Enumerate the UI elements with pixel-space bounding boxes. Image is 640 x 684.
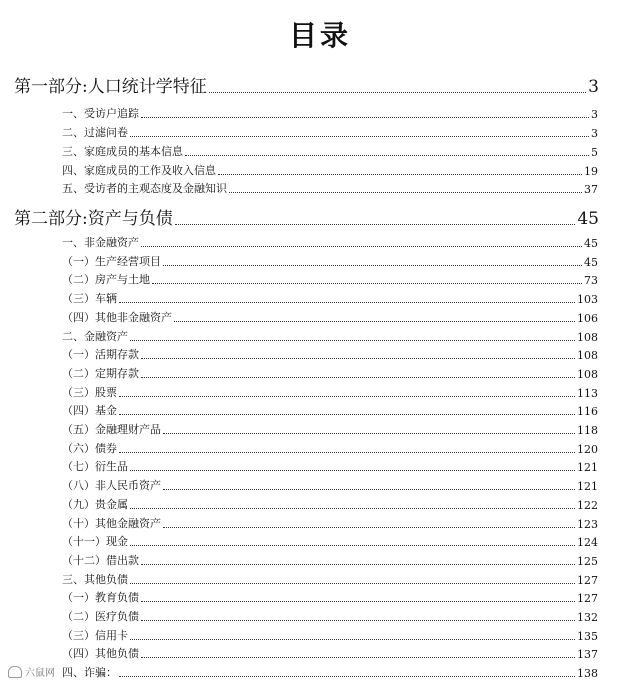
toc-page-number: 106	[577, 311, 598, 325]
toc-entry-label: （七）衍生品	[62, 460, 128, 474]
toc-entry-label: 一、受访户追踪	[62, 107, 139, 120]
toc-leader	[119, 396, 575, 397]
toc-entry-label: 四、家庭成员的工作及收入信息	[62, 164, 216, 177]
toc-entry-label: （一）生产经营项目	[62, 254, 161, 268]
toc-leader	[163, 527, 575, 528]
toc-page-number: 127	[577, 573, 598, 587]
toc-entry[interactable]	[62, 180, 598, 196]
toc-entry-label: （一）教育负债	[62, 591, 139, 605]
toc-leader	[163, 433, 575, 434]
toc-entry-label: （九）贵金属	[62, 497, 128, 511]
toc-entry[interactable]	[62, 645, 598, 661]
toc-leader	[141, 246, 582, 247]
toc-entry[interactable]	[62, 664, 598, 680]
toc-page-number: 120	[577, 442, 598, 456]
toc-entry-label: （十二）借出款	[62, 553, 139, 567]
toc-entry[interactable]	[62, 589, 598, 605]
toc-leader	[119, 452, 575, 453]
toc-entry-label: （二）医疗负债	[62, 610, 139, 623]
toc-entry-label: （一）活期存款	[62, 348, 139, 362]
toc-entry[interactable]	[62, 552, 598, 568]
toc-page-number: 127	[577, 592, 598, 606]
toc-part-1[interactable]	[14, 72, 599, 97]
toc-entry[interactable]	[62, 328, 598, 344]
toc-entry-label: （二）房产与土地	[62, 273, 150, 287]
toc-leader	[163, 489, 575, 490]
toc-leader	[130, 340, 575, 341]
toc-entry-label: （十）其他金融资产	[62, 516, 161, 530]
toc-entry-label: 三、家庭成员的基本信息	[62, 145, 183, 158]
toc-page-number: 3	[591, 127, 598, 140]
toc-entry[interactable]	[62, 496, 598, 512]
toc-entry[interactable]	[62, 627, 598, 643]
toc-leader	[229, 192, 582, 193]
toc-entry-label: 三、其他负债	[62, 572, 128, 586]
toc-entry-label: （四）其他负债	[62, 647, 139, 661]
toc-leader	[141, 657, 575, 658]
toc-page-number: 103	[577, 293, 598, 307]
toc-leader	[130, 639, 575, 640]
toc-entry-label: （四）其他非金融资产	[62, 310, 172, 324]
toc-leader	[218, 174, 582, 175]
toc-entry-label: 二、过滤问卷	[62, 126, 128, 139]
toc-entry-label: （五）金融理财产品	[62, 423, 161, 436]
toc-entry[interactable]	[62, 571, 598, 587]
toc-page-number: 121	[577, 480, 598, 494]
toc-entry[interactable]	[62, 440, 598, 456]
toc-leader	[119, 676, 575, 677]
toc-entry[interactable]	[62, 105, 598, 121]
toc-page-number: 37	[584, 183, 598, 196]
watermark-text: 六鼠网	[25, 668, 55, 679]
toc-leader	[163, 265, 582, 266]
toc-entry[interactable]	[62, 515, 598, 531]
toc-entry[interactable]	[62, 309, 598, 325]
toc-entry-label: 二、金融资产	[62, 329, 128, 343]
toc-leader	[130, 470, 575, 471]
toc-page-number: 135	[577, 629, 598, 643]
toc-page-number: 5	[591, 146, 598, 159]
toc-entry-label: 五、受访者的主观态度及金融知识	[62, 182, 227, 195]
toc-entry[interactable]	[62, 608, 598, 624]
watermark	[8, 664, 55, 679]
toc-leader	[141, 620, 575, 621]
toc-page-number: 123	[577, 517, 598, 531]
toc-leader	[209, 92, 586, 93]
toc-entry-label: （三）信用卡	[62, 628, 128, 642]
toc-entry[interactable]	[62, 271, 598, 287]
toc-entry[interactable]	[62, 234, 598, 250]
toc-page-number: 137	[577, 648, 598, 662]
toc-leader	[119, 302, 575, 303]
toc-leader	[130, 136, 589, 137]
toc-entry[interactable]	[62, 458, 598, 474]
toc-entry-label: （六）债券	[62, 441, 117, 455]
toc-leader	[141, 564, 575, 565]
toc-leader	[130, 545, 575, 546]
toc-part-2[interactable]	[14, 204, 599, 229]
toc-entry-label: 一、非金融资产	[62, 236, 139, 249]
toc-part-label: 第二部分:资产与负债	[14, 209, 173, 229]
toc-page-number: 73	[584, 274, 598, 288]
toc-leader	[152, 283, 582, 284]
toc-entry[interactable]	[62, 124, 598, 140]
toc-entry[interactable]	[62, 162, 598, 178]
toc-page-number: 125	[577, 554, 598, 568]
toc-entry-label: 四、诈骗：	[62, 666, 117, 680]
toc-entry[interactable]	[62, 346, 598, 362]
toc-page-number: 108	[577, 349, 598, 363]
toc-page-number: 19	[584, 165, 598, 178]
toc-entry[interactable]	[62, 290, 598, 306]
watermark-logo-icon	[8, 666, 22, 678]
toc-page-number: 108	[577, 330, 598, 344]
toc-leader	[119, 414, 575, 415]
toc-entry[interactable]	[62, 143, 598, 159]
toc-page-number: 124	[577, 536, 598, 550]
toc-entry[interactable]	[62, 477, 598, 493]
toc-leader	[175, 224, 576, 225]
toc-part-label: 第一部分:人口统计学特征	[14, 77, 207, 97]
toc-page-number: 45	[577, 209, 599, 229]
toc-page-number: 45	[584, 237, 598, 250]
toc-page-number: 3	[588, 77, 599, 97]
toc-page-number: 108	[577, 367, 598, 381]
toc-leader	[141, 117, 589, 118]
toc-leader	[141, 358, 575, 359]
page-title: 目录	[288, 19, 351, 52]
toc-entry-label: （三）股票	[62, 385, 117, 399]
toc-entry-label: （三）车辆	[62, 292, 117, 306]
toc-leader	[174, 321, 575, 322]
toc-entry[interactable]	[62, 253, 598, 269]
toc-leader	[141, 601, 575, 602]
toc-page-number: 121	[577, 461, 598, 475]
toc-page-number: 122	[577, 498, 598, 512]
toc-entry[interactable]	[62, 402, 598, 418]
toc-page-number: 3	[591, 108, 598, 121]
toc-entry[interactable]	[62, 421, 598, 437]
toc-entry[interactable]	[62, 384, 598, 400]
toc-entry-label: （四）基金	[62, 404, 117, 418]
toc-entry-label: （八）非人民币资产	[62, 479, 161, 493]
toc-leader	[130, 583, 575, 584]
toc-entry-label: （二）定期存款	[62, 366, 139, 380]
toc-leader	[185, 155, 589, 156]
toc-page-number: 118	[577, 424, 598, 437]
toc-page-number: 45	[584, 255, 598, 269]
toc-entry[interactable]	[62, 365, 598, 381]
toc-entry-label: （十一）现金	[62, 535, 128, 549]
toc-page-number: 113	[577, 386, 598, 400]
toc-leader	[141, 377, 575, 378]
toc-entry[interactable]	[62, 533, 598, 549]
toc-page-number: 138	[577, 667, 598, 681]
toc-page-number: 132	[577, 611, 598, 624]
toc-leader	[130, 508, 575, 509]
toc-page-number: 116	[577, 405, 598, 419]
